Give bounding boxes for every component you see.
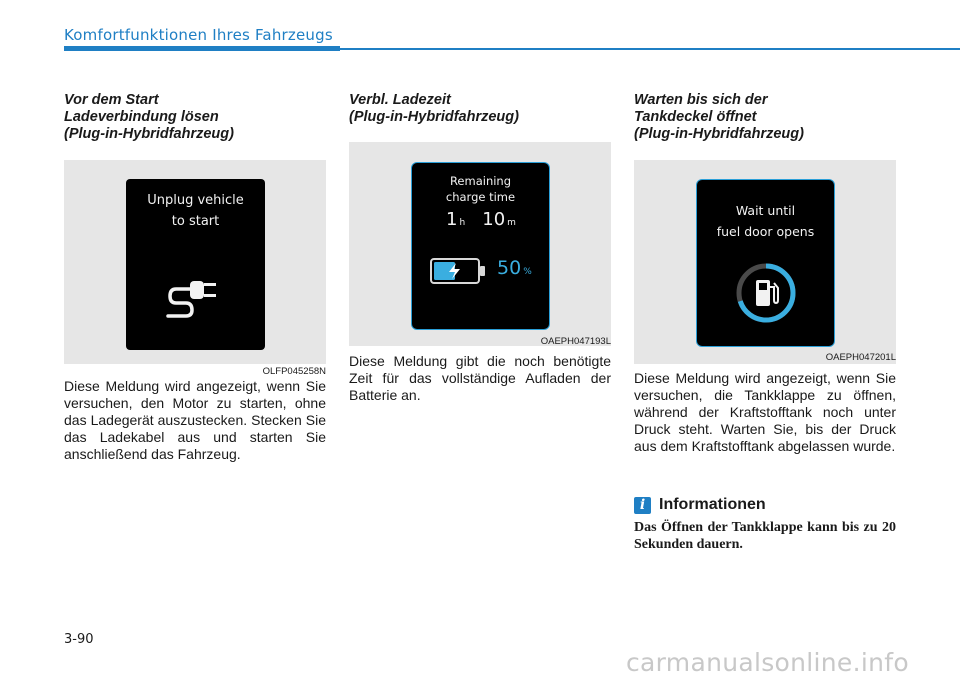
figure-code: OAEPH047201L xyxy=(825,352,896,363)
section-heading: Warten bis sich der Tankdeckel öffnet (Plug-in-Hybridfahrzeug) xyxy=(634,92,804,142)
minutes-unit: m xyxy=(507,218,516,228)
body-text: Diese Meldung gibt die noch benötigte Zeit für das vollständige Aufladen der Batterie an. xyxy=(349,353,611,403)
cluster-screen xyxy=(411,162,550,330)
figure-code: OLFP045258N xyxy=(262,366,326,377)
header-rule xyxy=(340,48,960,50)
fuel-pump-icon xyxy=(735,262,797,324)
minutes-value: 10 xyxy=(482,209,506,230)
section-fuel-door xyxy=(634,92,896,143)
info-text: Das Öffnen der Tankklappe kann bis zu 20 Sekunden dauern. xyxy=(634,520,896,552)
cluster-screen xyxy=(696,179,835,347)
header-rule-accent xyxy=(64,46,340,51)
info-title: Informationen xyxy=(659,496,766,513)
section-title: Komfortfunktionen Ihres Fahrzeugs xyxy=(64,26,333,44)
battery-percent-value: 50 xyxy=(497,257,522,279)
cluster-screen xyxy=(126,179,265,350)
remaining-time xyxy=(446,209,516,230)
plug-icon xyxy=(164,269,230,319)
watermark: carmanualsonline.info xyxy=(626,648,909,677)
section-charge-time xyxy=(349,92,611,126)
battery-level xyxy=(497,257,532,279)
screen-message: Wait until fuel door opens xyxy=(716,203,815,239)
hours-value: 1 xyxy=(446,209,458,230)
battery-charging-icon xyxy=(430,258,486,284)
section-heading: Vor dem Start Ladeverbindung lösen (Plug-in-Hybridfahrzeug) xyxy=(64,92,234,142)
figure-unplug xyxy=(64,160,326,364)
info-icon: i xyxy=(634,497,651,514)
screen-message: Remaining charge time xyxy=(445,174,516,204)
hours-unit: h xyxy=(459,218,466,228)
section-heading: Verbl. Ladezeit (Plug-in-Hybridfahrzeug) xyxy=(349,92,519,125)
info-header xyxy=(634,496,766,514)
body-text: Diese Meldung wird angezeigt, wenn Sie versuchen, die Tankklappe zu öffnen, während der Kraftstofftank noch unter Druck steht. Warten Sie, bis der Druck aus dem Kraftstofftank abgelassen wurde. xyxy=(634,370,896,454)
body-text: Diese Meldung wird angezeigt, wenn Sie versuchen, den Motor zu starten, ohne das Ladegerät auszustecken. Stecken Sie das Ladekabel aus und starten Sie anschließend das Fahrzeug. xyxy=(64,378,326,462)
figure-fuel-door xyxy=(634,160,896,364)
screen-message: Unplug vehicle to start xyxy=(147,193,244,229)
figure-charge-time xyxy=(349,142,611,346)
section-unplug xyxy=(64,92,326,143)
page-number: 3-90 xyxy=(64,632,94,647)
figure-code: OAEPH047193L xyxy=(540,336,611,347)
battery-percent-unit: % xyxy=(523,267,532,277)
